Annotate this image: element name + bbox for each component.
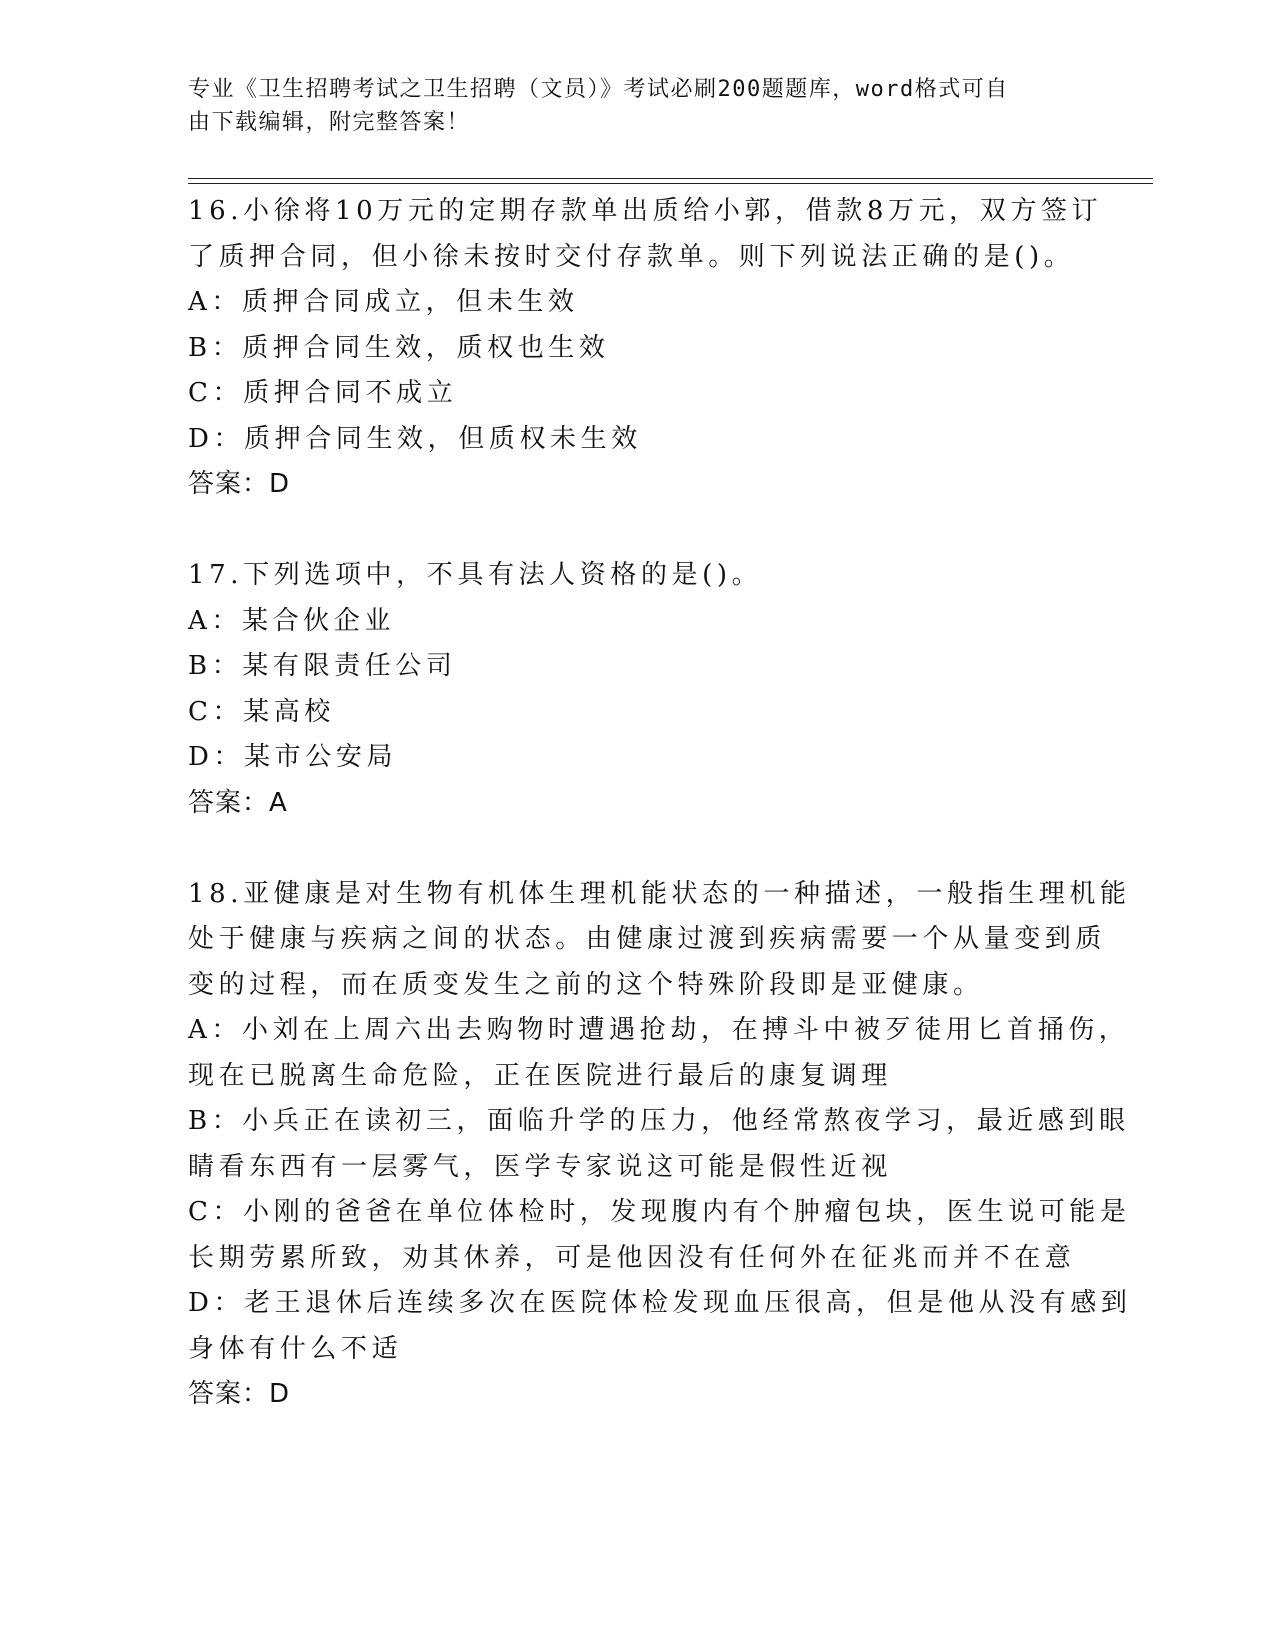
question-stem-line: 18.亚健康是对生物有机体生理机能状态的一种描述，一般指生理机能 <box>188 878 1131 909</box>
answer-line: 答案：A <box>188 787 288 818</box>
question-stem-line: 17.下列选项中，不具有法人资格的是()。 <box>188 560 763 590</box>
option-b: B：小兵正在读初三，面临升学的压力，他经常熬夜学习，最近感到眼 <box>188 1106 1130 1136</box>
option-b-continued: 睛看东西有一层雾气，医学专家说这可能是假性近视 <box>188 1151 892 1182</box>
question-stem-line: 处于健康与疾病之间的状态。由健康过渡到疾病需要一个从量变到质 <box>188 924 1107 954</box>
question-17 <box>188 553 1088 826</box>
option-d: D：质押合同生效，但质权未生效 <box>188 423 642 454</box>
option-d-continued: 身体有什么不适 <box>188 1333 403 1364</box>
question-stem-line: 16.小徐将10万元的定期存款单出质给小郭，借款8万元，双方签订 <box>188 196 1103 226</box>
question-18 <box>188 872 1132 1418</box>
question-spacer <box>188 826 1088 872</box>
option-b: B：质押合同生效，质权也生效 <box>188 332 610 363</box>
question-spacer <box>188 508 1088 554</box>
question-16 <box>188 189 1103 508</box>
option-a: A：质押合同成立，但未生效 <box>188 287 579 317</box>
question-stem-line: 了质押合同，但小徐未按时交付存款单。则下列说法正确的是()。 <box>188 241 1075 272</box>
header-line-2: 由下载编辑，附完整答案！ <box>188 110 471 135</box>
header-divider-bottom <box>188 183 1153 184</box>
answer-line: 答案：D <box>188 1379 291 1409</box>
option-d: D：某市公安局 <box>188 742 398 772</box>
option-c: C：小刚的爸爸在单位体检时，发现腹内有个肿瘤包块，医生说可能是 <box>188 1197 1131 1227</box>
option-a-continued: 现在已脱离生命危险，正在医院进行最后的康复调理 <box>188 1060 892 1091</box>
header-divider-top <box>188 178 1153 179</box>
question-list <box>188 189 1132 1418</box>
question-stem-line: 变的过程，而在质变发生之前的这个特殊阶段即是亚健康。 <box>188 969 984 1000</box>
header-line-1: 专业《卫生招聘考试之卫生招聘（文员）》考试必刷200题题库，word格式可自 <box>188 77 1009 102</box>
option-a: A：某合伙企业 <box>188 605 395 636</box>
option-a: A：小刘在上周六出去购物时遭遇抢劫，在搏斗中被歹徒用匕首捅伤， <box>188 1015 1130 1045</box>
document-header <box>188 73 1088 139</box>
option-c: C：质押合同不成立 <box>188 378 458 408</box>
option-b: B：某有限责任公司 <box>188 651 457 681</box>
option-c-continued: 长期劳累所致，劝其休养，可是他因没有任何外在征兆而并不在意 <box>188 1242 1076 1273</box>
answer-line: 答案：D <box>188 469 291 499</box>
option-c: C：某高校 <box>188 696 335 727</box>
option-d: D：老王退休后连续多次在医院体检发现血压很高，但是他从没有感到 <box>188 1288 1132 1318</box>
